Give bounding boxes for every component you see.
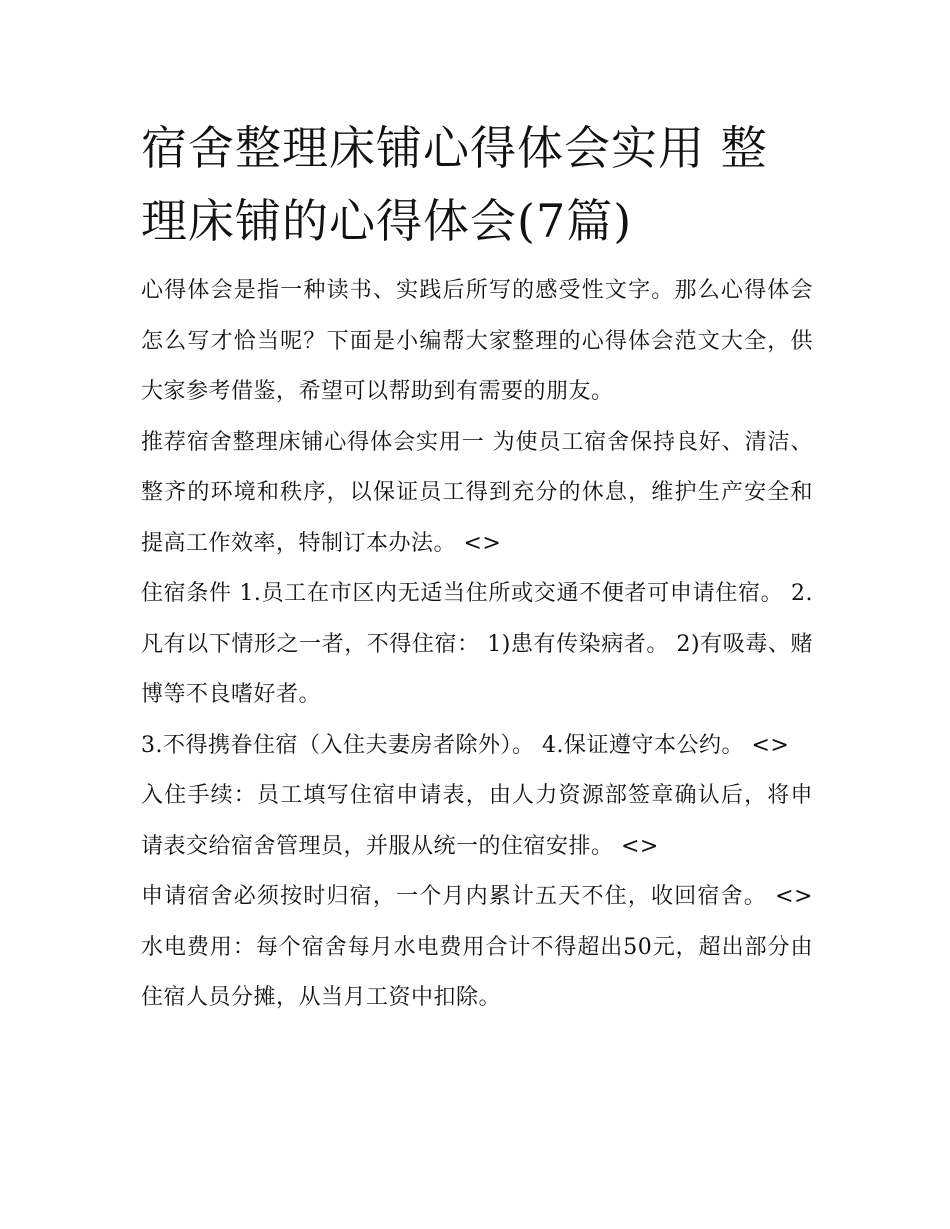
paragraph-intro: 心得体会是指一种读书、实践后所写的感受性文字。那么心得体会怎么写才恰当呢？下面是小编帮大家整理的心得体会范文大全，供大家参考借鉴，希望可以帮助到有需要的朋友。	[141, 278, 813, 404]
document-page	[141, 112, 813, 1024]
paragraph-purpose: 推荐宿舍整理床铺心得体会实用一 为使员工宿舍保持良好、清洁、整齐的环境和秩序，以保证员工得到充分的休息，维护生产安全和提高工作效率，特制订本办法。 <>	[141, 429, 813, 556]
paragraph-restrictions: 3.不得携眷住宿（入住夫妻房者除外）。 4.保证遵守本公约。 <>	[141, 732, 790, 758]
document-title: 宿舍整理床铺心得体会实用 整理床铺的心得体会(7篇)	[141, 121, 768, 248]
paragraph-fees: 申请宿舍必须按时归宿，一个月内累计五天不住，收回宿舍。 <> 水电费用：每个宿舍每月水电费用合计不得超出50元，超出部分由住宿人员分摊，从当月工资中扣除。	[141, 884, 813, 1010]
paragraph-procedures: 入住手续：员工填写住宿申请表，由人力资源部签章确认后，将申请表交给宿舍管理员，并服从统一的住宿安排。 <>	[141, 783, 813, 859]
paragraph-conditions: 住宿条件 1.员工在市区内无适当住所或交通不便者可申请住宿。 2.凡有以下情形之一者，不得住宿： 1)患有传染病者。 2)有吸毒、赌博等不良嗜好者。	[141, 581, 813, 707]
